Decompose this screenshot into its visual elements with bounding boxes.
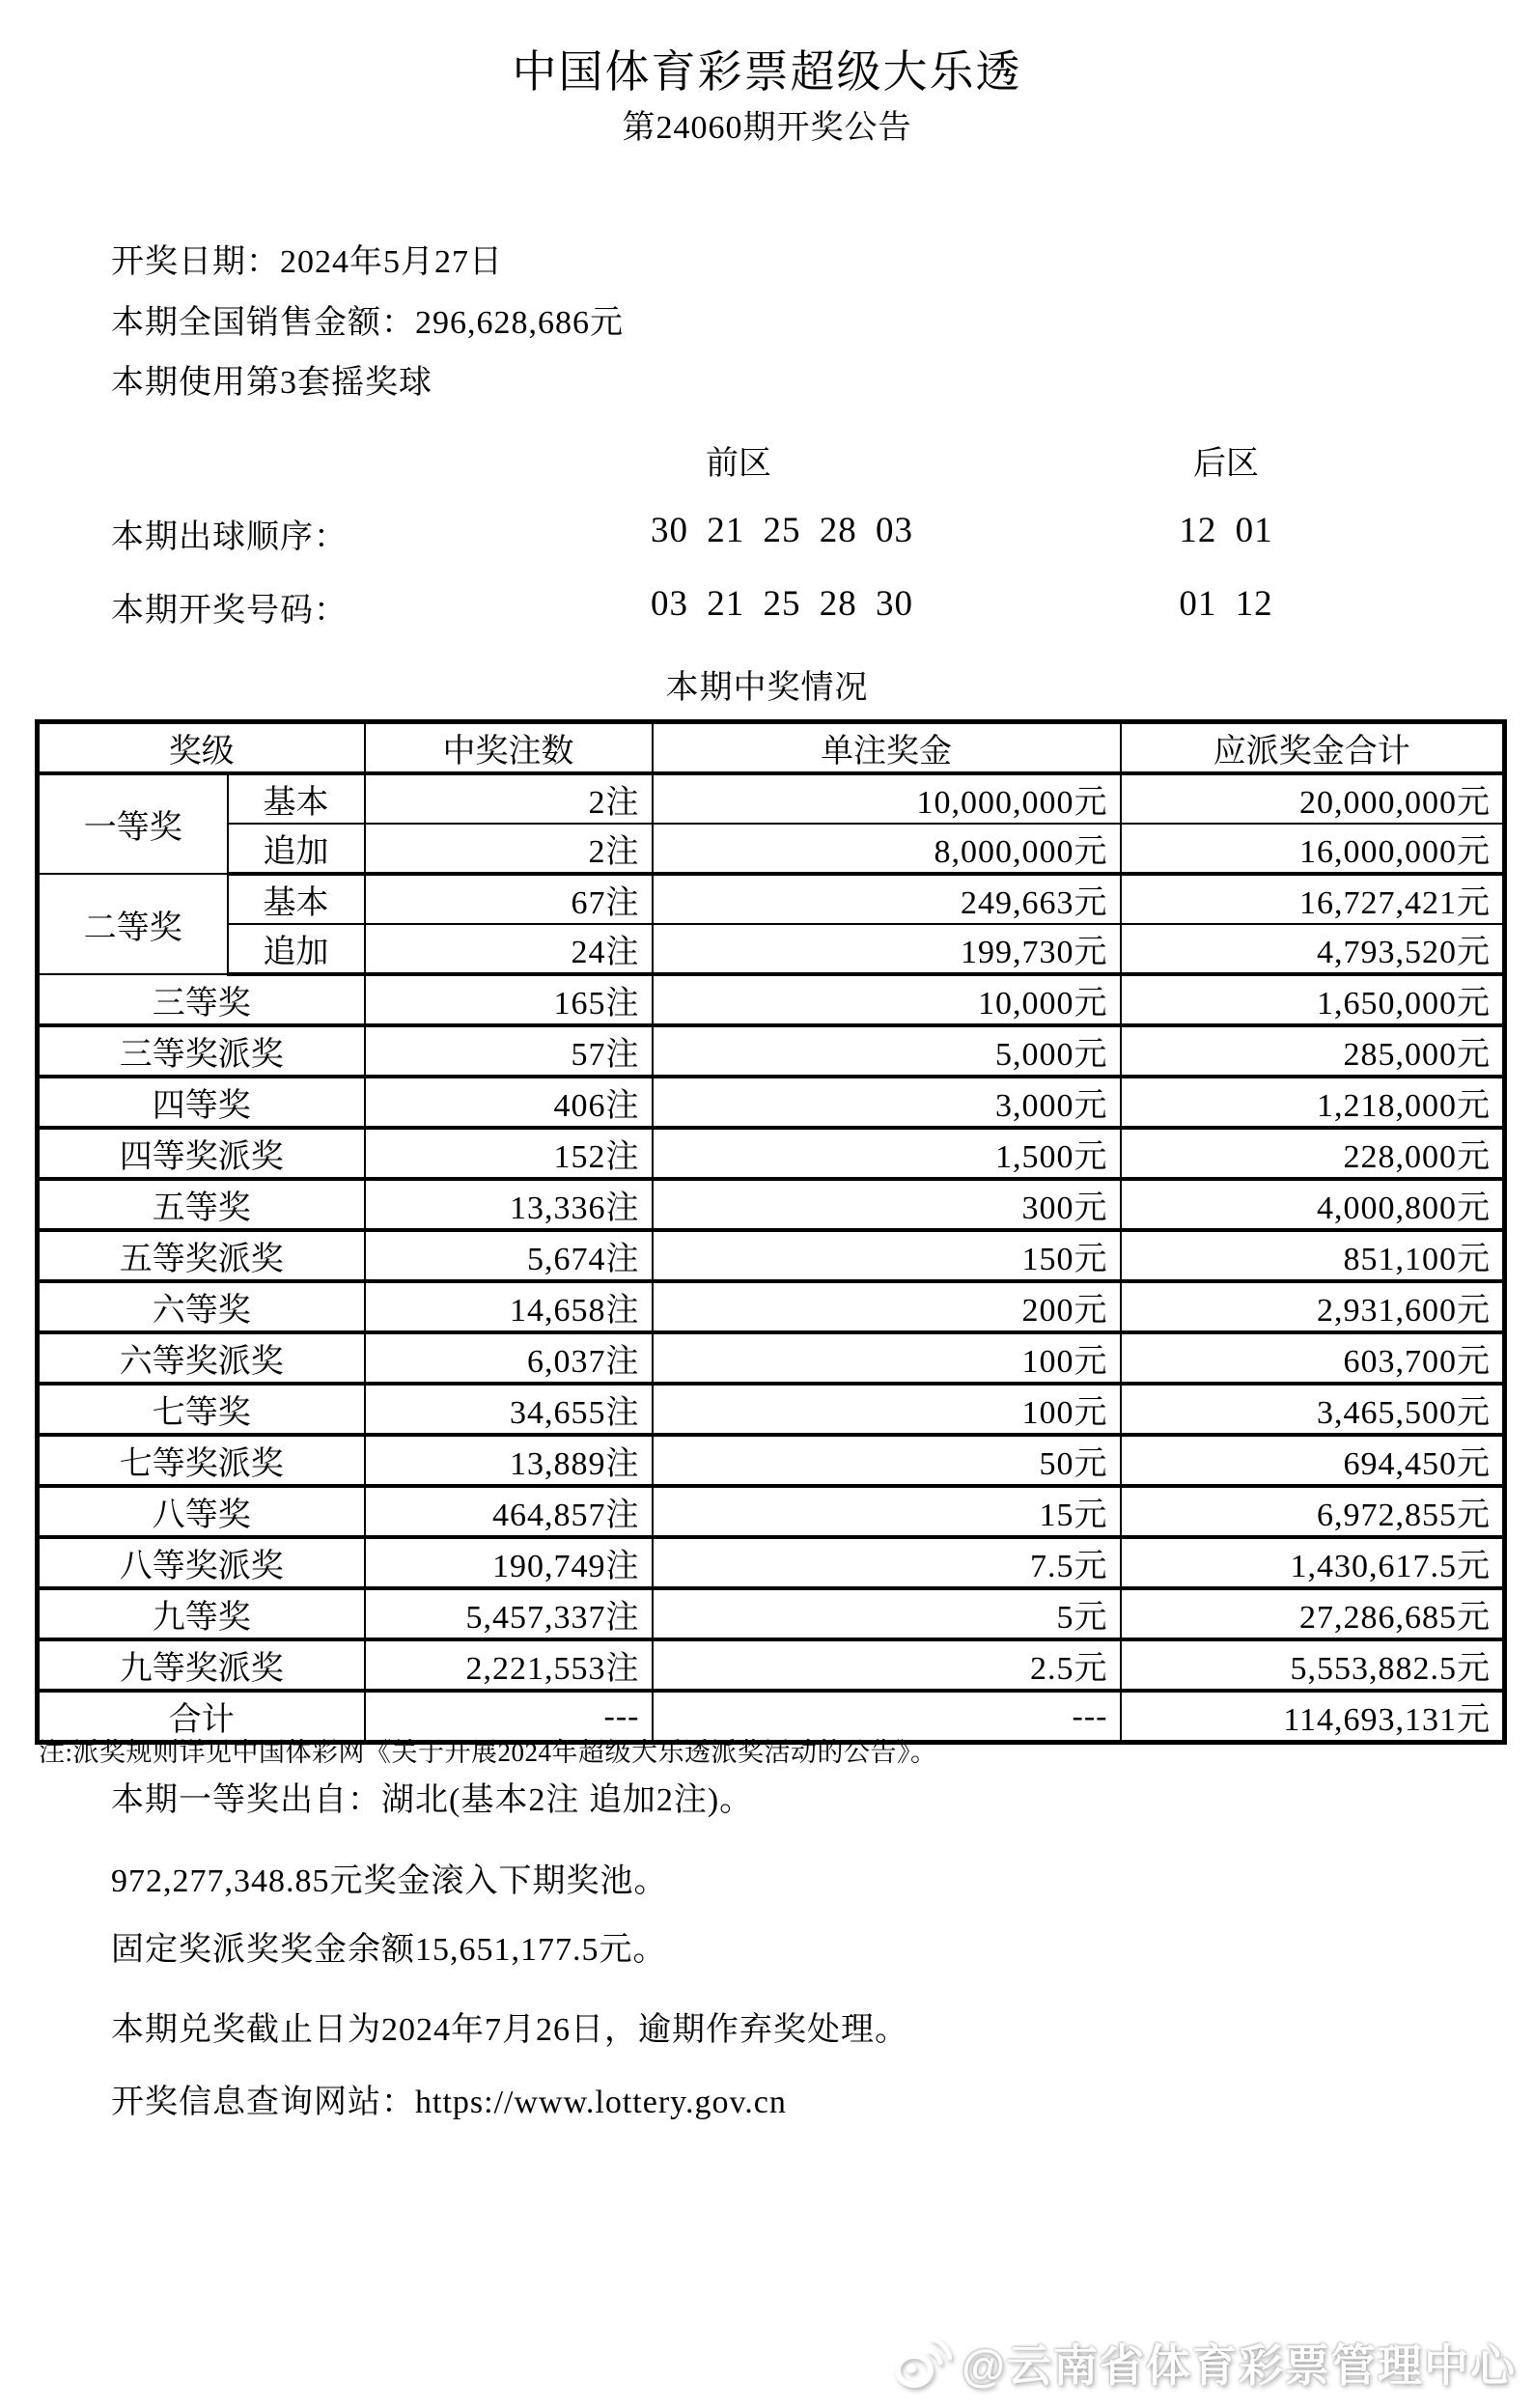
single-prize-cell: 1,500元 [653, 1128, 1121, 1179]
single-prize-cell: 3,000元 [653, 1077, 1121, 1128]
table-row [38, 1537, 1505, 1588]
bet-count-cell: 190,749注 [365, 1537, 653, 1588]
single-prize-cell: 200元 [653, 1281, 1121, 1332]
table-row [38, 1435, 1505, 1486]
prize-section-title: 本期中奖情况 [665, 670, 869, 706]
prize-level-cell: 九等奖派奖 [38, 1639, 365, 1691]
table-header-row [38, 722, 1505, 774]
total-prize-cell: 285,000元 [1121, 1025, 1505, 1077]
ball-order-back-numbers: 12 01 [1179, 511, 1273, 550]
single-prize-cell: 8,000,000元 [653, 824, 1121, 874]
single-prize-cell: 2.5元 [653, 1639, 1121, 1691]
total-prize-cell: 694,450元 [1121, 1435, 1505, 1486]
bet-count-cell: 14,658注 [365, 1281, 653, 1332]
bet-count-cell: 67注 [365, 874, 653, 924]
rule-note: 注:派奖规则详见中国体彩网《关于开展2024年超级大乐透派奖活动的公告》。 [39, 1738, 937, 1767]
table-row [38, 1025, 1505, 1077]
table-row [38, 1384, 1505, 1435]
claim-deadline-line: 本期兑奖截止日为2024年7月26日，逾期作弃奖处理。 [111, 2012, 908, 2048]
first-prize-origin-line: 本期一等奖出自：湖北(基本2注 追加2注)。 [111, 1782, 754, 1818]
prize-level-cell: 三等奖 [38, 974, 365, 1025]
prize-level-cell: 八等奖派奖 [38, 1537, 365, 1588]
single-prize-cell: --- [653, 1691, 1121, 1743]
table-row [38, 1077, 1505, 1128]
bet-count-cell: 464,857注 [365, 1486, 653, 1537]
prize-level-cell: 一等奖 [38, 773, 228, 874]
ball-set-line: 本期使用第3套摇奖球 [111, 365, 432, 401]
bet-count-cell: 5,674注 [365, 1230, 653, 1281]
prize-level-cell: 七等奖 [38, 1384, 365, 1435]
prize-level-cell: 三等奖派奖 [38, 1025, 365, 1077]
total-prize-cell: 27,286,685元 [1121, 1588, 1505, 1639]
weibo-watermark [890, 2331, 1517, 2394]
table-row [38, 974, 1505, 1025]
single-prize-cell: 50元 [653, 1435, 1121, 1486]
prize-level-cell: 四等奖 [38, 1077, 365, 1128]
winning-front-numbers: 03 21 25 28 30 [651, 584, 913, 624]
bet-count-cell: 13,889注 [365, 1435, 653, 1486]
ball-order-label: 本期出球顺序： [111, 519, 348, 555]
table-row [38, 1179, 1505, 1230]
prize-level-cell: 六等奖派奖 [38, 1332, 365, 1384]
total-prize-cell: 228,000元 [1121, 1128, 1505, 1179]
sales-amount-line: 本期全国销售金额：296,628,686元 [111, 305, 624, 341]
sub-type-cell: 基本 [228, 874, 365, 924]
prize-table [35, 719, 1507, 1745]
total-prize-cell: 4,000,800元 [1121, 1179, 1505, 1230]
bet-count-cell: --- [365, 1691, 653, 1743]
table-row-second-basic [38, 874, 1505, 924]
winning-back-numbers: 01 12 [1179, 584, 1273, 624]
winning-numbers-label: 本期开奖号码： [111, 593, 348, 629]
bet-count-cell: 34,655注 [365, 1384, 653, 1435]
single-prize-cell: 150元 [653, 1230, 1121, 1281]
total-prize-cell: 603,700元 [1121, 1332, 1505, 1384]
table-row [38, 1486, 1505, 1537]
jackpot-rollover-line: 972,277,348.85元奖金滚入下期奖池。 [111, 1863, 668, 1899]
header-total-prize: 应派奖金合计 [1121, 722, 1505, 774]
bet-count-cell: 2注 [365, 824, 653, 874]
total-prize-cell: 4,793,520元 [1121, 924, 1505, 974]
total-prize-cell: 5,553,882.5元 [1121, 1639, 1505, 1691]
front-zone-label: 前区 [706, 446, 771, 482]
bet-count-cell: 6,037注 [365, 1332, 653, 1384]
total-prize-cell: 16,000,000元 [1121, 824, 1505, 874]
total-prize-cell: 3,465,500元 [1121, 1384, 1505, 1435]
single-prize-cell: 100元 [653, 1332, 1121, 1384]
total-prize-cell: 1,430,617.5元 [1121, 1537, 1505, 1588]
single-prize-cell: 7.5元 [653, 1537, 1121, 1588]
prize-level-cell: 五等奖派奖 [38, 1230, 365, 1281]
table-row [38, 1230, 1505, 1281]
prize-level-cell: 六等奖 [38, 1281, 365, 1332]
bet-count-cell: 13,336注 [365, 1179, 653, 1230]
table-row [38, 1639, 1505, 1691]
prize-level-cell: 五等奖 [38, 1179, 365, 1230]
table-row-first-add [38, 824, 1505, 874]
total-prize-cell: 851,100元 [1121, 1230, 1505, 1281]
bet-count-cell: 165注 [365, 974, 653, 1025]
watermark-text: @云南省体育彩票管理中心 [962, 2340, 1517, 2391]
bet-count-cell: 2,221,553注 [365, 1639, 653, 1691]
single-prize-cell: 100元 [653, 1384, 1121, 1435]
bet-count-cell: 57注 [365, 1025, 653, 1077]
single-prize-cell: 15元 [653, 1486, 1121, 1537]
single-prize-cell: 5元 [653, 1588, 1121, 1639]
draw-date-line: 开奖日期：2024年5月27日 [111, 244, 503, 280]
header-prize-level: 奖级 [38, 722, 365, 774]
page-title: 中国体育彩票超级大乐透 [512, 47, 1022, 97]
table-row [38, 1128, 1505, 1179]
total-prize-cell: 1,218,000元 [1121, 1077, 1505, 1128]
sub-type-cell: 追加 [228, 924, 365, 974]
table-row [38, 1332, 1505, 1384]
table-row [38, 1588, 1505, 1639]
table-row [38, 1281, 1505, 1332]
single-prize-cell: 5,000元 [653, 1025, 1121, 1077]
sub-type-cell: 追加 [228, 824, 365, 874]
table-row-first-basic [38, 773, 1505, 824]
ball-order-front-numbers: 30 21 25 28 03 [651, 511, 913, 550]
bet-count-cell: 2注 [365, 773, 653, 824]
total-prize-cell: 2,931,600元 [1121, 1281, 1505, 1332]
prize-level-cell: 九等奖 [38, 1588, 365, 1639]
bet-count-cell: 152注 [365, 1128, 653, 1179]
header-bet-count: 中奖注数 [365, 722, 653, 774]
bet-count-cell: 24注 [365, 924, 653, 974]
prize-level-cell: 八等奖 [38, 1486, 365, 1537]
prize-level-cell: 四等奖派奖 [38, 1128, 365, 1179]
fixed-prize-balance-line: 固定奖派奖奖金余额15,651,177.5元。 [111, 1932, 667, 1968]
total-prize-cell: 1,650,000元 [1121, 974, 1505, 1025]
total-prize-cell: 114,693,131元 [1121, 1691, 1505, 1743]
table-row-second-add [38, 924, 1505, 974]
bet-count-cell: 5,457,337注 [365, 1588, 653, 1639]
single-prize-cell: 10,000,000元 [653, 773, 1121, 824]
total-prize-cell: 16,727,421元 [1121, 874, 1505, 924]
single-prize-cell: 300元 [653, 1179, 1121, 1230]
header-single-prize: 单注奖金 [653, 722, 1121, 774]
total-label-cell: 合计 [38, 1691, 365, 1743]
single-prize-cell: 199,730元 [653, 924, 1121, 974]
official-website-line: 开奖信息查询网站：https://www.lottery.gov.cn [111, 2085, 787, 2120]
single-prize-cell: 10,000元 [653, 974, 1121, 1025]
back-zone-label: 后区 [1193, 446, 1259, 482]
prize-level-cell: 二等奖 [38, 874, 228, 974]
prize-level-cell: 七等奖派奖 [38, 1435, 365, 1486]
bet-count-cell: 406注 [365, 1077, 653, 1128]
sub-type-cell: 基本 [228, 773, 365, 824]
single-prize-cell: 249,663元 [653, 874, 1121, 924]
weibo-icon [890, 2335, 952, 2391]
page-subtitle: 第24060期开奖公告 [622, 110, 912, 146]
total-prize-cell: 20,000,000元 [1121, 773, 1505, 824]
total-prize-cell: 6,972,855元 [1121, 1486, 1505, 1537]
